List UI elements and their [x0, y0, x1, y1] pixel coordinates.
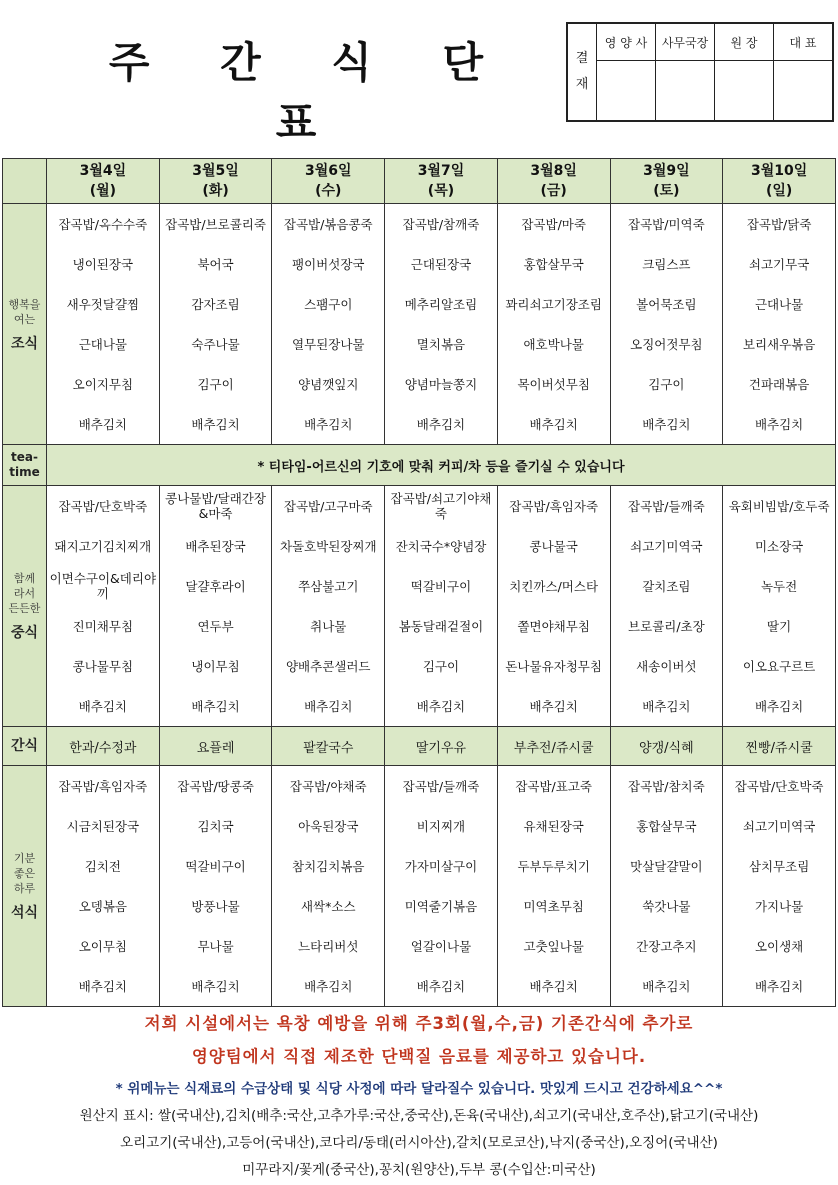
menu-item: 진미채무침 [72, 618, 134, 634]
menu-item: 배추김치 [78, 698, 127, 714]
approval-office-manager [656, 24, 715, 120]
menu-item: 잡곡밥/참깨죽 [402, 216, 480, 232]
dinner-menu-cell [385, 766, 498, 1007]
menu-item: 메추리알조림 [404, 296, 478, 312]
menu-item: 간장고추지 [636, 938, 697, 954]
signature-box [597, 61, 655, 120]
menu-item: 오이지무침 [72, 376, 134, 392]
menu-item: 크림스프 [642, 256, 691, 272]
menu-item: 냉이된장국 [72, 256, 134, 272]
menu-item: 배추김치 [191, 698, 240, 714]
menu-item: 오이생채 [754, 938, 804, 954]
menu-item: 취나물 [310, 618, 347, 634]
menu-item: 달걀후라이 [185, 578, 246, 594]
dinner-menu-cell [610, 766, 723, 1007]
signature-box [656, 61, 714, 120]
corner-cell [3, 159, 47, 204]
snack-item: 팥칼국수 [272, 727, 385, 766]
teatime-row [3, 445, 836, 486]
menu-item: 김구이 [422, 658, 460, 674]
menu-item: 가지나물 [754, 898, 804, 914]
snack-row [3, 727, 836, 766]
origin-labels [0, 1103, 838, 1184]
approval-role: 영 양 사 [597, 24, 655, 61]
menu-item: 양념마늘쫑지 [404, 376, 478, 392]
menu-item: 건파래볶음 [748, 376, 810, 392]
teatime-notice: * 티타임-어르신의 기호에 맞춰 커피/차 등을 즐기실 수 있습니다 [47, 445, 836, 486]
menu-item: 느타리버섯 [298, 938, 359, 954]
menu-item: 홍합살무국 [523, 256, 584, 272]
menu-item: 양념깻잎지 [298, 376, 359, 392]
page-title: 주 간 식 단 표 [108, 38, 512, 147]
approval-director [715, 24, 774, 120]
menu-item: 김치전 [84, 858, 121, 874]
menu-item: 새송이버섯 [636, 658, 697, 674]
dinner-menu-cell [47, 766, 160, 1007]
menu-item: 맛살달걀말이 [630, 858, 703, 874]
signature-box [774, 61, 832, 120]
menu-item: 배추김치 [304, 698, 353, 714]
menu-item: 미역줄기볶음 [404, 898, 478, 914]
snack-item: 양갱/식혜 [610, 727, 723, 766]
menu-item: 쇠고기미역국 [630, 538, 703, 554]
lunch-menu-cell [385, 486, 498, 727]
menu-item: 잡곡밥/참치죽 [628, 778, 705, 794]
breakfast-menu-cell [272, 204, 385, 445]
origin-line: 원산지 표시: 쌀(국내산),김치(배추:국산,고추가루:국산,중국산),돈육(국내산),쇠고기(국내산,호주산),닭고기(국내산) [79, 1108, 759, 1124]
menu-item: 김치국 [197, 818, 234, 834]
menu-item: 잡곡밥/단호박죽 [58, 498, 148, 514]
menu-item: 비지찌개 [416, 818, 466, 834]
menu-item: 갈치조림 [642, 578, 691, 594]
dinner-menu-cell [272, 766, 385, 1007]
menu-item: 근대된장국 [410, 256, 472, 272]
menu-item: 배추김치 [642, 416, 691, 432]
menu-item: 배추김치 [416, 978, 466, 994]
lunch-menu-cell [159, 486, 272, 727]
lunch-menu-cell [47, 486, 160, 727]
menu-item: 배추김치 [191, 978, 240, 994]
menu-item: 목이버섯무침 [517, 376, 590, 392]
menu-item: 잡곡밥/닭죽 [746, 216, 812, 232]
menu-item: 근대나물 [754, 296, 804, 312]
menu-item: 돼지고기김치찌개 [54, 538, 152, 554]
lunch-menu-cell [497, 486, 610, 727]
menu-item: 쇠고기무국 [748, 256, 810, 272]
origin-line: 미꾸라지/꽃게(중국산),꽁치(원양산),두부 콩(수입산:미국산) [242, 1162, 596, 1178]
origin-line: 오리고기(국내산),고등어(국내산),코다리/동태(러시아산),갈치(모로코산),낙지(중국산),오징어(국내산) [120, 1135, 718, 1151]
menu-item: 숙주나물 [191, 336, 240, 352]
snack-item: 요플레 [159, 727, 272, 766]
menu-item: 쫄면야채무침 [517, 618, 590, 634]
snack-item: 한과/수정과 [47, 727, 160, 766]
menu-item: 봄동달래겉절이 [398, 618, 484, 634]
menu-item: 콩나물무침 [72, 658, 134, 674]
menu-item: 잡곡밥/쇠고기야채죽 [390, 491, 492, 521]
menu-item: 콩나물국 [529, 538, 578, 554]
menu-item: 잡곡밥/들깨죽 [628, 498, 705, 514]
menu-item: 브로콜리/초장 [628, 618, 705, 634]
approval-label-top: 결 [575, 51, 589, 66]
menu-item: 오이무침 [78, 938, 127, 954]
menu-item: 새우젓달걀찜 [66, 296, 140, 312]
breakfast-menu-cell [723, 204, 836, 445]
menu-item: 새싹*소스 [300, 898, 356, 914]
menu-item: 유채된장국 [523, 818, 584, 834]
day-header: 3월7일 (목) [385, 159, 498, 204]
dinner-menu-cell [723, 766, 836, 1007]
menu-item: 애호박나물 [523, 336, 584, 352]
menu-item: 잡곡밥/흑임자죽 [509, 498, 599, 514]
day-header: 3월8일 (금) [497, 159, 610, 204]
breakfast-label: 행복을 여는 조식 [3, 204, 47, 445]
menu-item: 배추김치 [754, 416, 804, 432]
breakfast-menu-cell [385, 204, 498, 445]
menu-item: 북어국 [197, 256, 234, 272]
menu-item: 잔치국수*양념장 [395, 538, 487, 554]
approval-ceo [774, 24, 832, 120]
menu-item: 배추김치 [191, 416, 240, 432]
menu-item: 홍합살무국 [636, 818, 697, 834]
menu-item: 김구이 [648, 376, 685, 392]
breakfast-menu-cell [497, 204, 610, 445]
menu-item: 고춧잎나물 [523, 938, 584, 954]
menu-item: 참치김치볶음 [292, 858, 365, 874]
menu-item: 연두부 [197, 618, 234, 634]
snack-item: 부추전/쥬시쿨 [497, 727, 610, 766]
menu-item: 배추김치 [416, 698, 466, 714]
teatime-label: tea- time [3, 445, 47, 486]
lunch-menu-cell [610, 486, 723, 727]
lunch-label: 함께 라서 든든한 중식 [3, 486, 47, 727]
menu-item: 멸치볶음 [416, 336, 466, 352]
menu-item: 무나물 [197, 938, 234, 954]
menu-item: 잡곡밥/땅콩죽 [177, 778, 254, 794]
menu-item: 꽈리쇠고기장조림 [505, 296, 602, 312]
menu-item: 딸기 [767, 618, 792, 634]
menu-item: 삼치무조림 [748, 858, 810, 874]
menu-item: 보리새우볶음 [742, 336, 816, 352]
breakfast-menu-cell [610, 204, 723, 445]
menu-item: 가자미살구이 [404, 858, 478, 874]
menu-item: 잡곡밥/들깨죽 [402, 778, 480, 794]
approval-label-bottom: 재 [575, 77, 589, 92]
lunch-menu-cell [723, 486, 836, 727]
menu-item: 스팸구이 [304, 296, 353, 312]
menu-item: 잡곡밥/야채죽 [289, 778, 367, 794]
menu-item: 콩나물밥/달래간장&마죽 [165, 491, 266, 521]
day-header: 3월9일 (토) [610, 159, 723, 204]
menu-item: 떡갈비구이 [410, 578, 472, 594]
menu-item: 배추김치 [78, 416, 127, 432]
menu-item: 잡곡밥/표고죽 [515, 778, 592, 794]
menu-item: 이오요구르트 [742, 658, 816, 674]
snack-item: 딸기우유 [385, 727, 498, 766]
menu-item: 배추김치 [529, 416, 578, 432]
day-header: 3월6일 (수) [272, 159, 385, 204]
lunch-row [3, 486, 836, 727]
menu-item: 아욱된장국 [298, 818, 359, 834]
menu-item: 근대나물 [78, 336, 127, 352]
protein-drink-notice-line1: 저희 시설에서는 욕창 예방을 위해 주3회(월,수,금) 기존간식에 추가로 [144, 1014, 694, 1033]
menu-item: 양배추콘샐러드 [285, 658, 371, 674]
menu-item: 오뎅볶음 [78, 898, 127, 914]
breakfast-menu-cell [159, 204, 272, 445]
menu-item: 잡곡밥/미역죽 [628, 216, 705, 232]
protein-drink-notice-line2: 영양팀에서 직접 제조한 단백질 음료를 제공하고 있습니다. [191, 1047, 647, 1066]
dinner-menu-cell [159, 766, 272, 1007]
menu-item: 볼어묵조림 [636, 296, 697, 312]
date-header-row [3, 159, 836, 204]
approval-label [568, 24, 597, 120]
menu-item: 쇠고기미역국 [742, 818, 816, 834]
menu-item: 방풍나물 [191, 898, 240, 914]
day-header: 3월5일 (화) [159, 159, 272, 204]
menu-item: 돈나물유자청무침 [505, 658, 602, 674]
menu-item: 배추김치 [416, 416, 466, 432]
menu-item: 치킨까스/머스타 [509, 578, 599, 594]
menu-item: 떡갈비구이 [185, 858, 246, 874]
dinner-menu-cell [497, 766, 610, 1007]
menu-item: 녹두전 [760, 578, 798, 594]
menu-item: 잡곡밥/볶음콩죽 [283, 216, 373, 232]
snack-item: 찐빵/쥬시쿨 [723, 727, 836, 766]
menu-item: 배추김치 [642, 978, 691, 994]
menu-item: 쑥갓나물 [642, 898, 691, 914]
menu-item: 배추김치 [304, 416, 353, 432]
menu-item: 배추김치 [529, 698, 578, 714]
menu-item: 잡곡밥/브로콜리죽 [165, 216, 266, 232]
dinner-row [3, 766, 836, 1007]
menu-item: 냉이무침 [191, 658, 240, 674]
approval-nutritionist [597, 24, 656, 120]
snack-label: 간식 [3, 727, 47, 766]
approval-role: 사무국장 [656, 24, 714, 61]
lunch-menu-cell [272, 486, 385, 727]
signature-box [715, 61, 773, 120]
day-header: 3월4일 (월) [47, 159, 160, 204]
menu-item: 잡곡밥/단호박죽 [734, 778, 824, 794]
day-header: 3월10일 (일) [723, 159, 836, 204]
menu-item: 김구이 [197, 376, 234, 392]
approval-role: 대 표 [774, 24, 832, 61]
menu-item: 쭈삼불고기 [298, 578, 359, 594]
menu-item: 팽이버섯장국 [292, 256, 365, 272]
menu-item: 오징어젓무침 [630, 336, 703, 352]
approval-role: 원 장 [715, 24, 773, 61]
menu-item: 배추김치 [529, 978, 578, 994]
menu-item: 이면수구이&데리야끼 [49, 571, 157, 601]
menu-change-notice: * 위메뉴는 식재료의 수급상태 및 식당 사정에 따라 달라질수 있습니다. 맛있게 드시고 건강하세요^^* [115, 1081, 723, 1097]
menu-item: 얼갈이나물 [410, 938, 472, 954]
menu-item: 배추김치 [304, 978, 353, 994]
menu-item: 차돌호박된장찌개 [279, 538, 377, 554]
menu-item: 잡곡밥/옥수수죽 [58, 216, 148, 232]
weekly-menu-table [2, 158, 836, 1007]
menu-item: 잡곡밥/고구마죽 [283, 498, 373, 514]
menu-item: 두부두루치기 [517, 858, 590, 874]
breakfast-menu-cell [47, 204, 160, 445]
menu-item: 육회비빔밥/호두죽 [728, 498, 830, 514]
menu-item: 미소장국 [754, 538, 804, 554]
menu-item: 배추된장국 [185, 538, 246, 554]
menu-item: 배추김치 [642, 698, 691, 714]
dinner-label: 기분 좋은 하루 석식 [3, 766, 47, 1007]
menu-item: 감자조림 [191, 296, 240, 312]
breakfast-row [3, 204, 836, 445]
menu-item: 시금치된장국 [66, 818, 140, 834]
menu-item: 배추김치 [754, 698, 804, 714]
menu-item: 미역초무침 [523, 898, 584, 914]
menu-item: 배추김치 [754, 978, 804, 994]
menu-item: 잡곡밥/흑임자죽 [58, 778, 148, 794]
menu-item: 배추김치 [78, 978, 127, 994]
menu-item: 열무된장나물 [292, 336, 365, 352]
menu-item: 잡곡밥/마죽 [521, 216, 586, 232]
approval-box [566, 22, 834, 122]
